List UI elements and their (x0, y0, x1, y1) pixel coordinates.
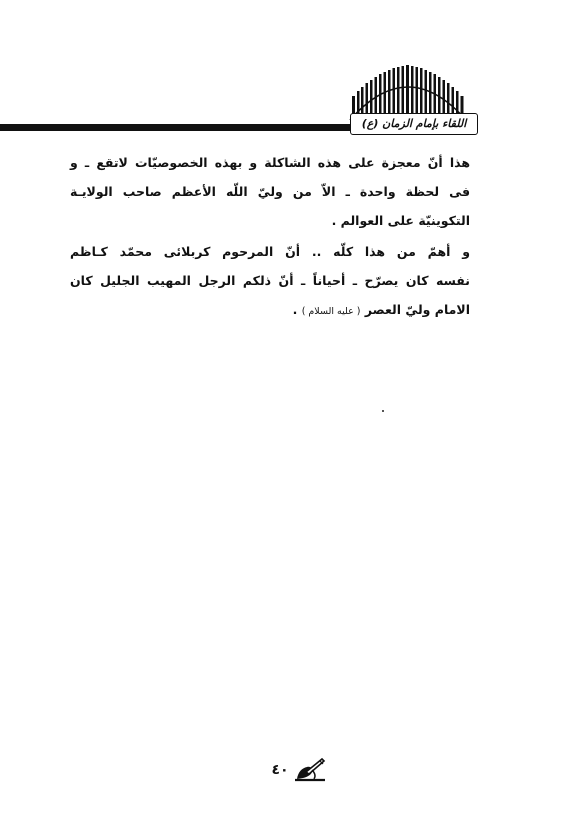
text-line: فى لحظة واحدة ـ الاّ من وليّ اللّه الأعظم صاحب الولايـة (70, 184, 470, 199)
paragraph-2 (70, 237, 470, 326)
text-line-last (70, 295, 470, 326)
text-line: نفسه كان يصرّح ـ أحياناً ـ أنّ ذلكم الرجل المهيب الجليل كان (70, 273, 470, 288)
period: . (292, 302, 298, 317)
page-number: ٤٠ (271, 762, 289, 778)
text-line: و أهمّ من هذا كلّه .. أنّ المرحوم كربلائى محمّد كـاظم (70, 244, 470, 259)
quill-hand-icon (292, 756, 328, 784)
paragraph-1 (70, 148, 470, 235)
text-line: هذا أنّ معجزة على هذه الشاكلة و بهذه الخصوصيّات لاتقع ـ و (70, 155, 470, 170)
body-text (70, 148, 470, 326)
text-fragment: الامام وليّ العصر (364, 302, 470, 317)
honorific: ( عليه السلام ) (301, 306, 361, 317)
scan-speck (382, 410, 384, 412)
text-line: التكوينيّة على العوالم . (331, 213, 470, 228)
running-title: اللقاء بإمام الزمان (ع) (350, 113, 478, 135)
